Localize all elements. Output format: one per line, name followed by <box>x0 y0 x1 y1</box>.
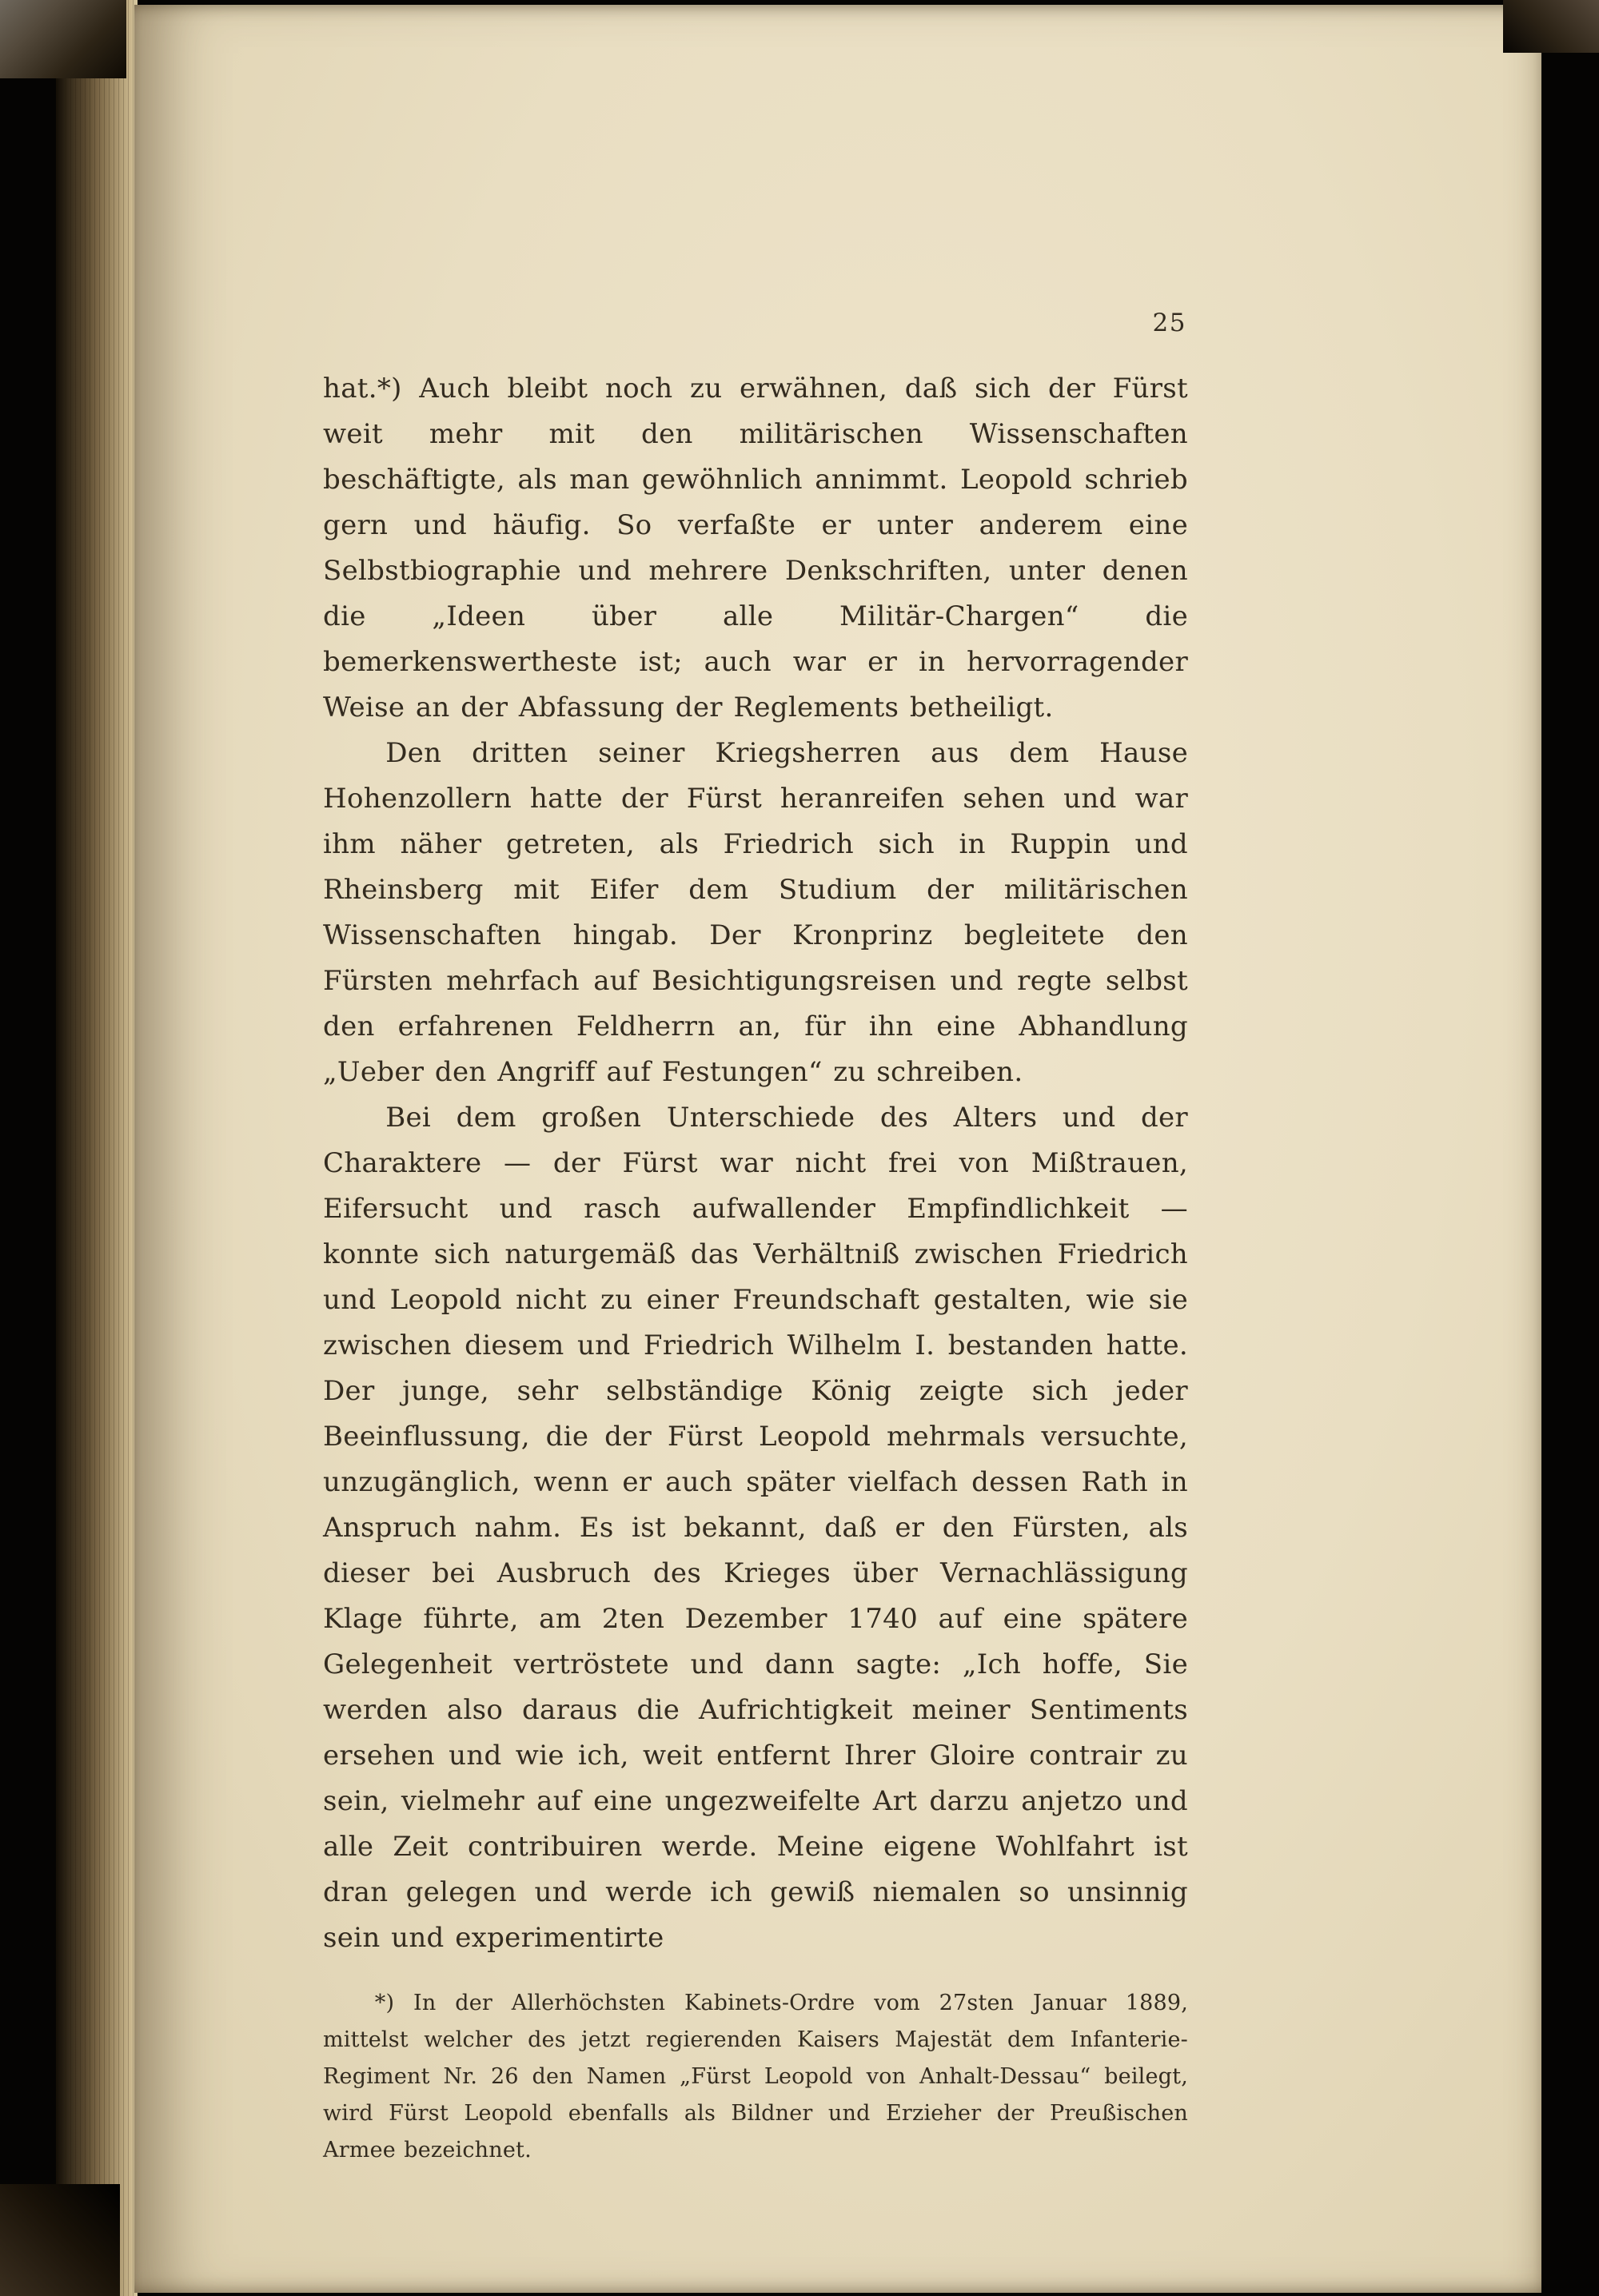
book-cover-corner-bottom-left <box>0 2184 120 2296</box>
paragraph: Den dritten seiner Kriegsherren aus dem Hause Hohenzollern hatte der Fürst heranreifen sehen und war ihm näher getreten, als Friedrich sich in Ruppin und Rheinsberg mit Eifer dem Studium der militärischen Wissenschaften hingab. Der Kronprinz begleitete den Fürsten mehrfach auf Besichtigungsreisen und regte selbst den erfahrenen Feldherrn an, für ihn eine Abhandlung „Ueber den Angriff auf Festungen“ zu schreiben. <box>323 737 1188 1088</box>
paragraph: hat.*) Auch bleibt noch zu erwähnen, daß sich der Fürst weit mehr mit den militärischen Wissenschaften beschäftigte, als man gewöhnlich annimmt. Leopold schrieb gern und häufig. So verfaßte er unter anderem eine Selbstbiographie und mehrere Denkschriften, unter denen die „Ideen über alle Militär-Chargen“ die bemerkenswertheste ist; auch war er in hervorragender Weise an der Abfassung der Reglements betheiligt. <box>323 373 1188 723</box>
book-cover-corner-top-left <box>0 0 126 78</box>
paragraph: Bei dem großen Unterschiede des Alters und der Charaktere — der Fürst war nicht frei von Mißtrauen, Eifersucht und rasch aufwallender Empfindlichkeit — konnte sich naturgemäß das Verhältniß zwischen Friedrich und Leopold nicht zu einer Freundschaft gestalten, wie sie zwischen diesem und Friedrich Wilhelm I. bestanden hatte. Der junge, sehr selbständige König zeigte sich jeder Beeinflussung, die der Fürst Leopold mehrmals versuchte, unzugänglich, wenn er auch später vielfach dessen Rath in Anspruch nahm. Es ist bekannt, daß er den Fürsten, als dieser bei Ausbruch des Krieges über Vernachlässigung Klage führte, am 2ten Dezember 1740 auf eine spätere Gelegenheit vertröstete und dann sagte: „Ich hoffe, Sie werden also daraus die Aufrichtigkeit meiner Sentiments ersehen und wie ich, weit entfernt Ihrer Gloire contrair zu sein, vielmehr auf eine ungezweifelte Art darzu anjetzo und alle Zeit contribuiren werde. Meine eigene Wohlfahrt ist dran gelegen und werde ich gewiß niemalen so unsinnig sein und experimentirte <box>323 1102 1188 1954</box>
page-number: 25 <box>1152 309 1186 337</box>
book-page <box>134 5 1541 2293</box>
book-cover-corner-top-right <box>1503 0 1599 53</box>
footnote: *) In der Allerhöchsten Kabinets-Ordre vom 27sten Januar 1889, mittelst welcher des jetzt regierenden Kaisers Majestät dem Infanterie-Regiment Nr. 26 den Namen „Fürst Leopold von Anhalt-Dessau“ beilegt, wird Fürst Leopold ebenfalls als Bildner und Erzieher der Preußischen Armee bezeichnet. <box>323 1991 1188 2162</box>
page-edges <box>56 0 138 2296</box>
page-text <box>323 366 1188 2169</box>
